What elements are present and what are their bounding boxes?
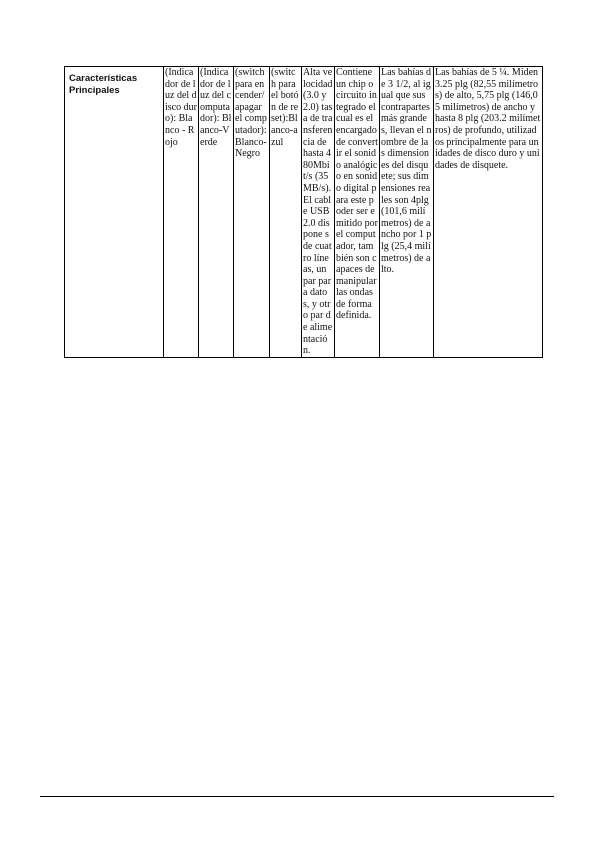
cell-indicador-disco: (Indicador de luz del disco duro): Blanco - Rojo [164, 67, 199, 358]
cell-usb: Alta velocidad(3.0 y 2.0) tasa de transferencia de hasta 480Mbit/s (35MB/s). El cable USB 2.0 dispone s de cuatro líneas, un par para datos, y otro par de alimentación. [302, 67, 335, 358]
cell-switch-encender: (switch para encender/apagar el computador): Blanco-Negro [234, 67, 270, 358]
cell-indicador-computador: (Indicador de luz del computador): Blanco-Verde [199, 67, 234, 358]
cell-switch-reset: (switch para el botón de reset):Blanco-azul [270, 67, 302, 358]
table-row [65, 67, 543, 358]
characteristics-table [64, 66, 543, 358]
cell-bahias-5-25: Las bahías de 5 ¼. Miden 3.25 plg (82,55 milímetros) de alto, 5,75 plg (146,05 milímetros) de ancho y hasta 8 plg (203.2 milímetros) de profundo, utilizados principalmente para unidades de disco duro y unidades de disquete. [434, 67, 543, 358]
footer-divider [40, 796, 554, 797]
cell-bahias-3-5: Las bahías de 3 1/2, al igual que sus contrapartes más grandes, llevan el nombre de las dimensiones del disquete; sus dimensiones reales son 4plg (101,6 milímetros) de ancho por 1 plg (25,4 milímetros) de alto. [380, 67, 434, 358]
row-label-caracteristicas: Características Principales [65, 67, 164, 358]
cell-sonido: Contiene un chip o circuito integrado el cual es el encargado de convertir el sonido analógico en sonido digital para este poder ser emitido por el computador, también son capaces de manipular las ondas de forma definida. [335, 67, 380, 358]
